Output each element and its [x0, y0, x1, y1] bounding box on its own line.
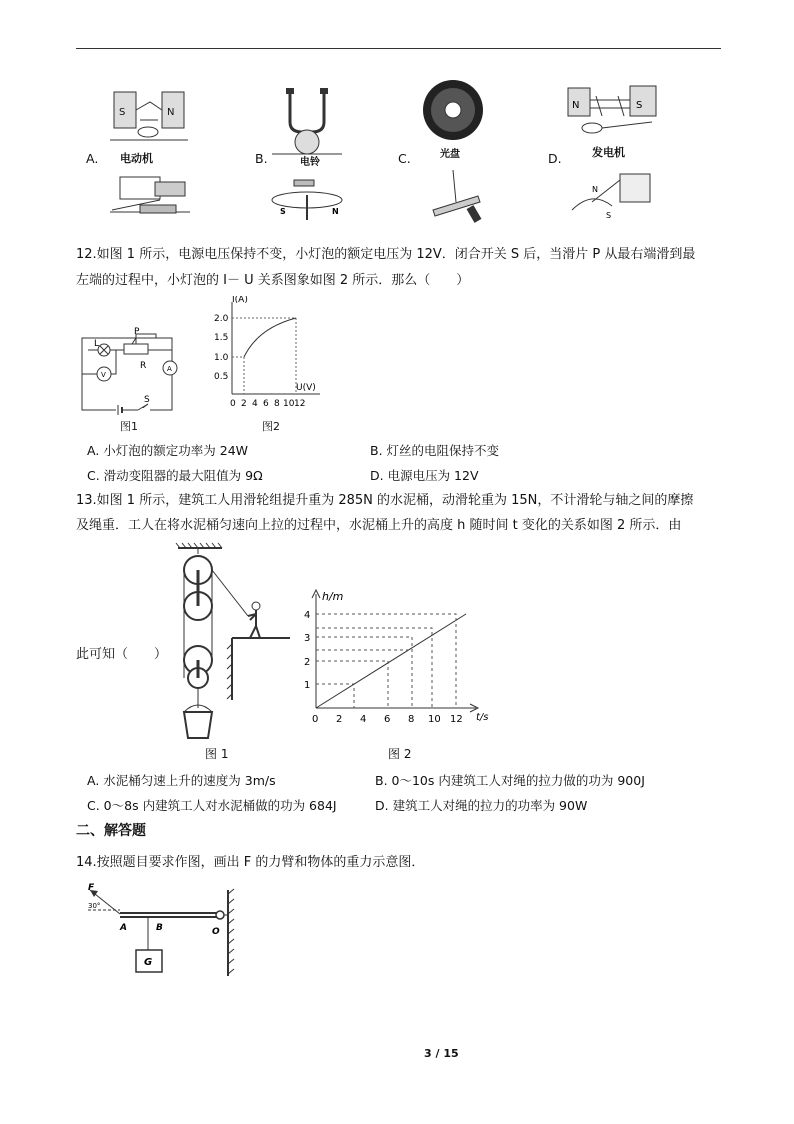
q11-option-b-letter: B.: [255, 151, 268, 166]
q12-graph-y-tick: 1.0: [214, 353, 229, 363]
q14-label-b: B: [156, 923, 163, 933]
q14-label-a: A: [120, 923, 127, 933]
q13-pulley-diagram: [172, 540, 292, 745]
header-rule: [76, 48, 721, 49]
section-title: 二、解答题: [76, 823, 146, 839]
q12-option-a: A. 小灯泡的额定功率为 24W: [87, 443, 249, 458]
circuit-label-p: P: [134, 327, 140, 337]
q11-option-d-caption: 发电机: [592, 146, 625, 159]
q12-graph-y-label: I(A): [232, 296, 248, 305]
q12-fig2-caption: 图2: [262, 420, 280, 433]
q13-stem-line1: 13.如图 1 所示，建筑工人用滑轮组提升重为 285N 的水泥桶，动滑轮重为 15N，不计滑轮与轴之间的摩擦: [76, 493, 694, 508]
q11-option-a-letter: A.: [86, 151, 99, 166]
circuit-label-r: R: [140, 361, 147, 371]
q13-graph-x-tick: 6: [384, 714, 391, 725]
q11-option-a-caption: 电动机: [120, 152, 153, 165]
q12-graph-x-tick: 12: [294, 399, 306, 409]
q13-pulley-figure: [172, 540, 292, 745]
q12-option-c: C. 滑动变阻器的最大阻值为 9Ω: [87, 468, 263, 483]
q14-lever-figure: [82, 880, 242, 980]
q13-graph-x-tick: 12: [450, 714, 463, 725]
circuit-label-v: V: [101, 371, 106, 379]
q11-option-d-letter: D.: [548, 151, 562, 166]
q13-option-b: B. 0～10s 内建筑工人对绳的拉力做的功为 900J: [375, 773, 645, 788]
q14-label-angle: 30°: [88, 902, 101, 910]
q13-graph-x-tick: 8: [408, 714, 415, 725]
q14-label-f: F: [88, 883, 95, 893]
svg-text:S: S: [636, 100, 643, 111]
q13-graph-y-tick: 3: [304, 633, 311, 644]
q12-graph-x-label: U(V): [296, 383, 316, 393]
q13-graph-y-tick: 1: [304, 680, 311, 691]
q13-stem-line2: 及绳重．工人在将水泥桶匀速向上拉的过程中，水泥桶上升的高度 h 随时间 t 变化的关系如图 2 所示．由: [76, 518, 682, 533]
q11-option-c-letter: C.: [398, 151, 411, 166]
q13-graph-y-tick: 4: [304, 610, 311, 621]
q12-iu-graph-svg: [210, 296, 330, 416]
q12-graph-x-tick: 6: [263, 399, 269, 409]
circuit-label-l: L: [94, 339, 100, 349]
q12-graph-x-tick: 2: [241, 399, 247, 409]
q13-graph-x-tick: 10: [428, 714, 441, 725]
q12-graph-x-tick: 0: [230, 399, 236, 409]
q12-graph-x-tick: 8: [274, 399, 280, 409]
q12-option-b: B. 灯丝的电阻保持不变: [370, 443, 500, 458]
svg-text:N: N: [572, 100, 580, 111]
q13-option-c: C. 0～8s 内建筑工人对水泥桶做的功为 684J: [87, 798, 337, 813]
q13-option-d: D. 建筑工人对绳的拉力的功率为 90W: [375, 798, 588, 813]
q14-stem: 14.按照题目要求作图，画出 F 的力臂和物体的重力示意图．: [76, 855, 425, 870]
q12-graph-x-tick: 4: [252, 399, 258, 409]
q14-label-o: O: [212, 927, 220, 937]
q13-graph-y-tick: 2: [304, 657, 311, 668]
q13-stem-line3: 此可知（ ）: [76, 647, 168, 662]
q12-stem-line2: 左端的过程中，小灯泡的 I－ U 关系图象如图 2 所示．那么（ ）: [76, 273, 470, 288]
q12-graph-y-tick: 0.5: [214, 372, 229, 382]
svg-text:S: S: [119, 107, 126, 118]
q13-ht-graph-svg: [298, 588, 498, 728]
svg-text:N: N: [332, 207, 339, 216]
q13-graph-y-label: h/m: [322, 590, 344, 603]
q12-graph-y-tick: 1.5: [214, 333, 229, 343]
q13-ht-graph: [298, 588, 498, 728]
page-number: 3 / 15: [424, 1047, 459, 1060]
q14-label-g: G: [144, 957, 153, 968]
q11-option-b-caption: 电铃: [300, 157, 320, 168]
circuit-label-s: S: [144, 395, 150, 405]
svg-text:N: N: [167, 107, 175, 118]
q13-graph-x-tick: 4: [360, 714, 367, 725]
svg-text:S: S: [606, 211, 612, 220]
q12-graph-y-tick: 2.0: [214, 314, 229, 324]
circuit-label-a: A: [167, 365, 172, 373]
q11-option-c-caption: 光盘: [440, 149, 460, 160]
svg-text:S: S: [280, 207, 286, 216]
svg-text:N: N: [592, 185, 598, 194]
q12-graph-x-tick: 10: [283, 399, 295, 409]
q12-iu-graph: [210, 296, 330, 416]
q13-fig2-caption: 图 2: [388, 747, 412, 761]
q12-option-d: D. 电源电压为 12V: [370, 468, 479, 483]
q13-graph-x-tick: 2: [336, 714, 343, 725]
q12-circuit-diagram: [76, 326, 186, 426]
q13-graph-x-tick: 0: [312, 714, 319, 725]
q13-graph-x-label: t/s: [476, 712, 489, 723]
q12-fig1-caption: 图1: [120, 420, 138, 433]
q13-option-a: A. 水泥桶匀速上升的速度为 3m/s: [87, 773, 276, 788]
q13-fig1-caption: 图 1: [205, 747, 229, 761]
q14-lever-diagram: [82, 880, 242, 980]
q12-circuit-figure: [76, 326, 186, 426]
q12-stem-line1: 12.如图 1 所示，电源电压保持不变，小灯泡的额定电压为 12V．闭合开关 S 后，当滑片 P 从最右端滑到最: [76, 247, 696, 262]
